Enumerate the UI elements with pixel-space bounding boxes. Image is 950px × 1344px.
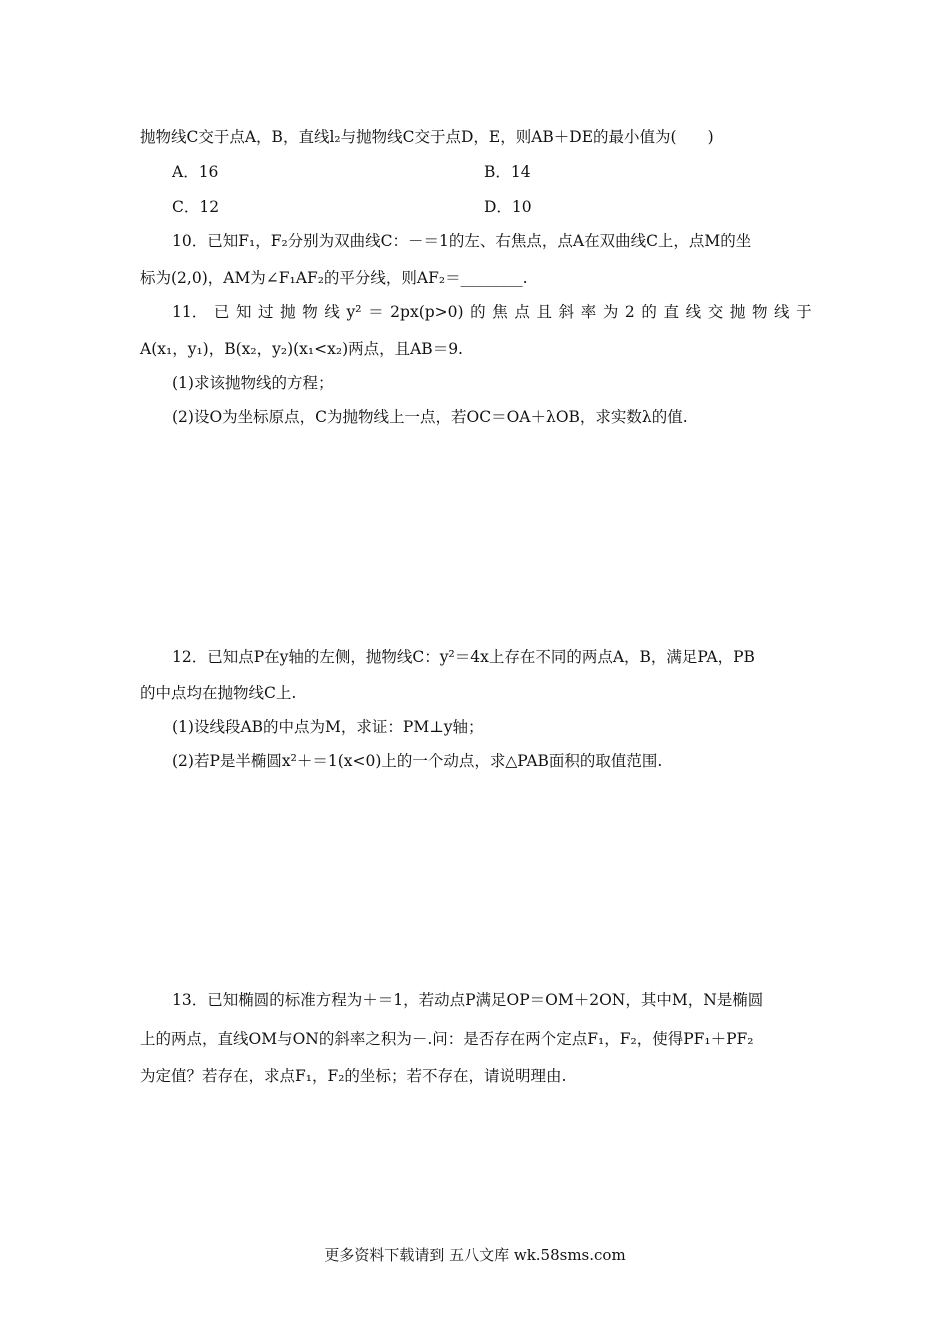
- q13-line-2: 上的两点，直线OM与ON的斜率之积为－.问：是否存在两个定点F₁，F₂，使得PF₁＋PF₂: [140, 1030, 754, 1048]
- q11-word: 的: [470, 303, 486, 321]
- q11-line-1: [172, 301, 812, 323]
- q11-word: 已: [213, 303, 230, 321]
- q12-part-1: (1)设线段AB的中点为M，求证：PM⊥y轴；: [172, 718, 484, 736]
- q11-word: 为: [602, 303, 619, 321]
- q11-word: 物: [302, 303, 318, 321]
- q11-word: 2px(p>0): [390, 303, 464, 321]
- q11-word: 线: [324, 303, 340, 321]
- q12-part-2: (2)若P是半椭圆x²＋＝1(x<0)上的一个动点，求△PAB面积的取值范围.: [172, 752, 663, 770]
- q11-word: 交: [707, 303, 724, 321]
- q11-word: ＝: [368, 303, 384, 321]
- q11-word: 知: [235, 303, 252, 321]
- q11-word: 线: [774, 303, 790, 321]
- q13-line-1: 13．已知椭圆的标准方程为＋＝1，若动点P满足OP＝OM＋2ON，其中M，N是椭圆: [172, 991, 764, 1009]
- q10-line-1: 10．已知F₁，F₂分别为双曲线C：－＝1的左、右焦点，点A在双曲线C上，点M的坐: [172, 232, 752, 250]
- q12-line-1: 12．已知点P在y轴的左侧，抛物线C：y²＝4x上存在不同的两点A，B，满足PA，PB: [172, 648, 755, 666]
- q9-option-c: C．12: [172, 198, 220, 216]
- q11-word: 且: [536, 303, 552, 321]
- q13-line-3: 为定值？若存在，求点F₁，F₂的坐标；若不存在，请说明理由.: [140, 1067, 567, 1085]
- page-footer: 更多资料下载请到 五八文库 wk.58sms.com: [324, 1246, 626, 1264]
- q11-part-2: (2)设O为坐标原点，C为抛物线上一点，若OC＝OA＋λOB，求实数λ的值.: [172, 408, 688, 426]
- q11-word: 斜: [558, 303, 575, 321]
- q11-part-1: (1)求该抛物线的方程；: [172, 374, 334, 392]
- q9-option-b: B．14: [484, 163, 531, 181]
- q11-word: y²: [346, 303, 362, 321]
- q10-line-2: 标为(2,0)，AM为∠F₁AF₂的平分线，则AF₂＝________.: [140, 269, 528, 287]
- q11-line-2: A(x₁，y₁)，B(x₂，y₂)(x₁<x₂)两点，且AB＝9.: [140, 340, 463, 358]
- q11-word: 点: [514, 303, 530, 321]
- q11-word: 2: [624, 303, 635, 321]
- q12-line-2: 的中点均在抛物线C上.: [140, 684, 297, 702]
- q9-option-d: D．10: [484, 198, 532, 216]
- q11-word: 抛: [280, 303, 296, 321]
- q11-word: 直: [663, 303, 680, 321]
- q11-word: 于: [796, 303, 812, 321]
- q11-word: 过: [258, 303, 274, 321]
- q9-option-a: A．16: [172, 163, 219, 181]
- q11-word: 的: [641, 303, 657, 321]
- q11-word: 线: [685, 303, 702, 321]
- q11-word: 物: [751, 303, 768, 321]
- q11-word: 焦: [492, 303, 508, 321]
- q11-word: 抛: [729, 303, 746, 321]
- q9-stem-tail: 抛物线C交于点A，B，直线l₂与抛物线C交于点D，E，则AB＋DE的最小值为( ): [140, 128, 714, 146]
- q11-word: 11．: [172, 303, 208, 321]
- q11-word: 率: [580, 303, 597, 321]
